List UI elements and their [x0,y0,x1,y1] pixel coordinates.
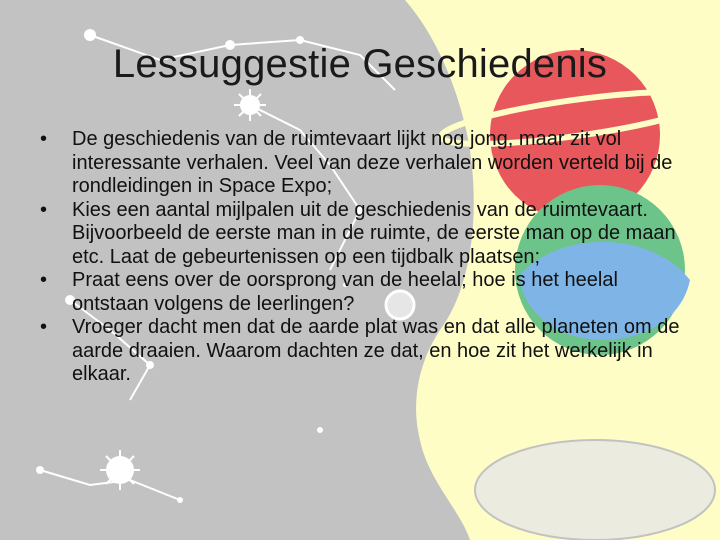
bullet-item [20,199,700,270]
bullet-item [20,128,700,199]
bullet-dot: • [40,269,48,291]
bullet-text: Praat eens over de oorsprong van de heelal; hoe is het heelal ontstaan volgens de leerlingen? [72,269,618,315]
planet-ellipse-bottom [475,440,715,540]
bullet-dot: • [40,128,48,150]
bullet-dot: • [40,316,48,338]
bullet-item [20,269,700,316]
bullet-dot: • [40,198,48,221]
bullet-item [20,316,700,387]
star [177,497,183,503]
bullet-text: Kies een aantal mijlpalen uit de geschiedenis van de ruimtevaart. Bijvoorbeeld de eerste man in de ruimte, de eerste man op de maan etc. Laat de gebeurtenissen op een tijdbalk plaatsen; [72,198,676,268]
star [36,466,44,474]
star [84,29,96,41]
slide-title: Lessuggestie Geschiedenis [112,42,608,86]
bullet-text: De geschiedenis van de ruimtevaart lijkt nog jong, maar zit vol interessante verhalen. Veel van deze verhalen worden verteld bij de rondleidingen in Space Expo; [72,128,673,197]
bullet-text: Vroeger dacht men dat de aarde plat was en dat alle planeten om de aarde draaien. Waarom dachten ze dat, en hoe zit het werkelijk in elkaar. [72,316,680,385]
star [317,427,323,433]
starburst [100,450,140,490]
bullet-list [20,128,700,387]
